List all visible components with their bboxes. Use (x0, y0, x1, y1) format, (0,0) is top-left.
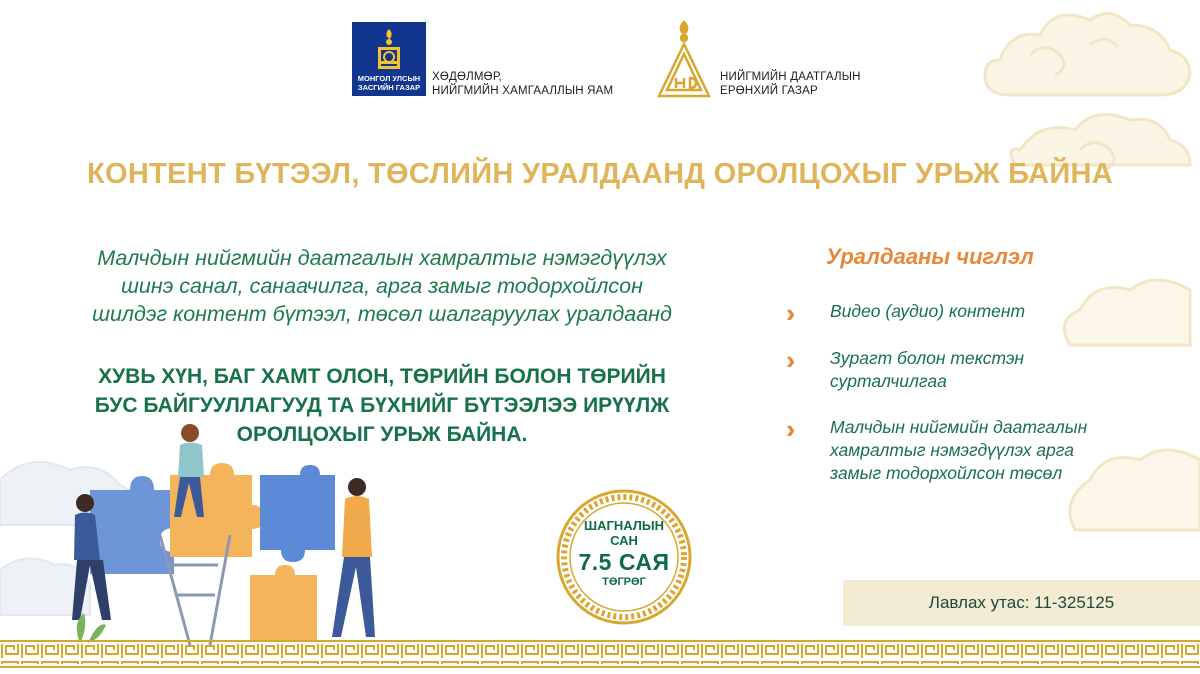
invitation-text: ХУВЬ ХҮН, БАГ ХАМТ ОЛОН, ТӨРИЙН БОЛОН ТӨРИЙН БУС БАЙГУУЛЛАГУУД ТА БҮХНИЙГ БҮТЭЭЛЭЭ ИРҮҮЛЖ ОРОЛЦОХЫГ УРЬЖ БАЙНА. (94, 365, 670, 446)
prize-amount: 7.5 САЯ (578, 549, 670, 575)
intro-text: Малчдын нийгмийн даатгалын хамралтыг нэмэгдүүлэх шинэ санал, санаачилга, арга замыг тодорхойлсон шилдэг контент бүтээл, төсөл шалгаруулах уралдаанд (92, 246, 672, 326)
direction-item (786, 416, 1176, 485)
direction-label: Малчдын нийгмийн даатгалын хамралтыг нэмэгдүүлэх арга замыг тодорхойлсон төсөл (830, 417, 1088, 483)
agency-logo (654, 18, 714, 98)
direction-item (786, 298, 1176, 328)
puzzle-team-illustration (60, 415, 480, 645)
prize-line2: САН (610, 533, 638, 548)
soyombo-icon (375, 22, 403, 75)
directions-title: Уралдааны чиглэл (826, 244, 1034, 269)
prize-line1: ШАГНАЛЫН (584, 518, 664, 533)
contact-phone: Лавлах утас: 11-325125 (928, 593, 1115, 612)
double-chevron-icon: ›› (786, 298, 788, 328)
agency-name: НИЙГМИЙН ДААТГАЛЫН ЕРӨНХИЙ ГАЗАР (720, 71, 861, 97)
cloud-decoration-right (1050, 250, 1200, 570)
direction-label: Зурагт болон текстэн сурталчилгаа (830, 348, 1025, 391)
ornamental-border (0, 640, 1200, 669)
prize-currency: ТӨГРӨГ (602, 576, 646, 588)
ministry-name: ХӨДӨЛМӨР, НИЙГМИЙН ХАМГААЛЛЫН ЯАМ (432, 71, 614, 97)
gov-logo-text: МОНГОЛ УЛСЫН ЗАСГИЙН ГАЗАР (357, 74, 421, 92)
contact-phone-box (843, 580, 1200, 626)
double-chevron-icon: ›› (786, 345, 788, 375)
page-title: КОНТЕНТ БҮТЭЭЛ, ТӨСЛИЙН УРАЛДААНД ОРОЛЦОХЫГ УРЬЖ БАЙНА (86, 158, 1114, 190)
direction-label: Видео (аудио) контент (830, 301, 1026, 321)
government-logo (352, 22, 426, 96)
double-chevron-icon: ›› (786, 414, 788, 444)
prize-text (555, 518, 693, 589)
direction-item (786, 347, 1176, 393)
